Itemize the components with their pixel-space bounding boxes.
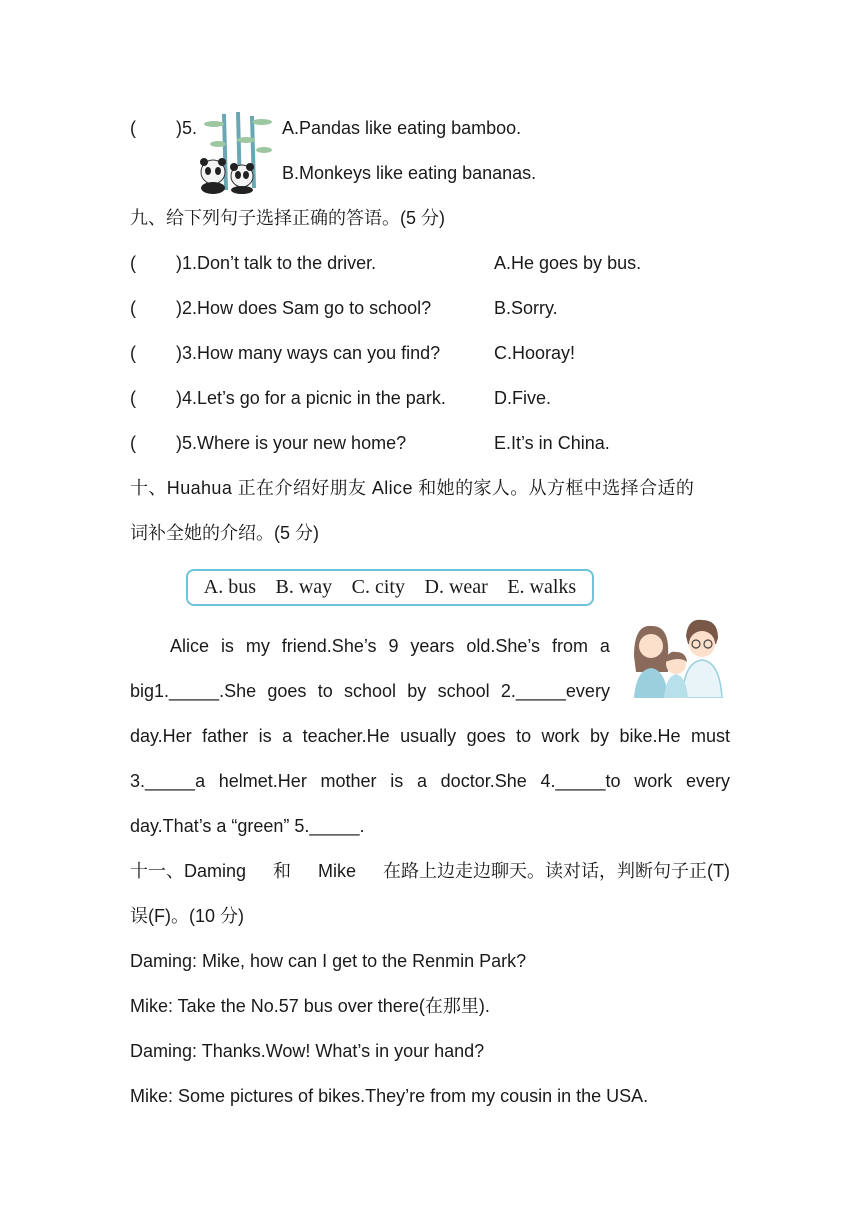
word: is: [258, 726, 272, 746]
word: is: [390, 771, 404, 791]
word: friend.She’s: [281, 636, 377, 656]
word: 十一、Daming: [130, 861, 247, 881]
word: to: [317, 681, 333, 701]
section9-heading: 九、给下列句子选择正确的答语。(5 分): [130, 208, 445, 228]
word: 3._____a: [130, 771, 206, 791]
question-text: )2.How does Sam go to school?: [176, 298, 432, 318]
word: to: [516, 726, 532, 746]
q8-item5-option-b: B.Monkeys like eating bananas.: [282, 163, 537, 183]
passage-line: [130, 769, 730, 793]
answer-option: B.Sorry.: [494, 298, 558, 318]
word: usually: [400, 726, 457, 746]
question-text: )3.How many ways can you find?: [176, 343, 441, 363]
passage-line: [130, 679, 610, 703]
answer-paren-open: (: [130, 118, 136, 138]
dialogue-line: Daming: Thanks.Wow! What’s in your hand?: [130, 1041, 485, 1061]
word: teacher.He: [302, 726, 390, 746]
section10-heading-line2: 词补全她的介绍。(5 分): [130, 523, 319, 543]
answer-option: D.Five.: [494, 388, 552, 408]
word: goes: [267, 681, 307, 701]
passage-line: day.That’s a “green” 5._____.: [130, 816, 365, 836]
question-text: )5.Where is your new home?: [176, 433, 407, 453]
word: from: [551, 636, 588, 656]
word-option: C. city: [351, 576, 405, 598]
list-item: (: [130, 343, 136, 363]
q8-item5-row: [130, 116, 136, 140]
word: a: [282, 726, 293, 746]
word: big1._____.She: [130, 681, 257, 701]
word: day.Her: [130, 726, 192, 746]
heading-text: 十、Huahua 正在介绍好朋友 Alice 和她的家人。从方框中选择合适的: [130, 478, 695, 498]
word: 和: [273, 861, 292, 881]
word: is: [220, 636, 234, 656]
word-option: D. wear: [424, 576, 488, 598]
word: school: [437, 681, 490, 701]
word: mother: [320, 771, 377, 791]
list-item: (: [130, 433, 136, 453]
question-text: )1.Don’t talk to the driver.: [176, 253, 377, 273]
section11-heading-line2: 误(F)。(10 分): [130, 906, 244, 926]
word-option: A. bus: [203, 576, 256, 598]
answer-option: C.Hooray!: [494, 343, 576, 363]
word: by: [407, 681, 427, 701]
word: Alice: [170, 636, 210, 656]
passage-line: [170, 634, 610, 658]
dialogue-line: Mike: Take the No.57 bus over there(在那里).: [130, 996, 490, 1016]
word: 在路上边走边聊天。读对话，判断句子正(T): [383, 861, 730, 881]
word-option: B. way: [275, 576, 333, 598]
word: every: [685, 771, 730, 791]
word: helmet.Her: [218, 771, 307, 791]
word: 4._____to: [540, 771, 621, 791]
q8-item5-option-a: A.Pandas like eating bamboo.: [282, 118, 522, 138]
word: doctor.She: [440, 771, 527, 791]
family-icon: [628, 616, 724, 703]
list-item: (: [130, 253, 136, 273]
word: father: [202, 726, 249, 746]
word: a: [599, 636, 610, 656]
word: work: [541, 726, 580, 746]
word: a: [416, 771, 427, 791]
word: must: [690, 726, 730, 746]
section10-heading-line1: [130, 476, 730, 500]
panda-bamboo-icon: [196, 110, 272, 199]
word: school: [343, 681, 397, 701]
word: work: [634, 771, 673, 791]
dialogue-line: Mike: Some pictures of bikes.They’re from my cousin in the USA.: [130, 1086, 649, 1106]
word: bike.He: [619, 726, 681, 746]
word: years: [410, 636, 455, 656]
word-option: E. walks: [507, 576, 577, 598]
word: by: [590, 726, 610, 746]
list-item: (: [130, 388, 136, 408]
section11-heading-line1: [130, 859, 730, 883]
answer-option: A.He goes by bus.: [494, 253, 642, 273]
question-text: )4.Let’s go for a picnic in the park.: [176, 388, 446, 408]
word: goes: [466, 726, 506, 746]
word: 9: [388, 636, 399, 656]
word: 2._____every: [500, 681, 610, 701]
dialogue-line: Daming: Mike, how can I get to the Renmin Park?: [130, 951, 527, 971]
list-item: (: [130, 298, 136, 318]
word-box: [186, 569, 594, 606]
word: Mike: [318, 861, 357, 881]
passage-line: [130, 724, 730, 748]
answer-option: E.It’s in China.: [494, 433, 610, 453]
word: my: [245, 636, 270, 656]
word: old.She’s: [466, 636, 541, 656]
q8-item5-number: )5.: [176, 118, 198, 138]
